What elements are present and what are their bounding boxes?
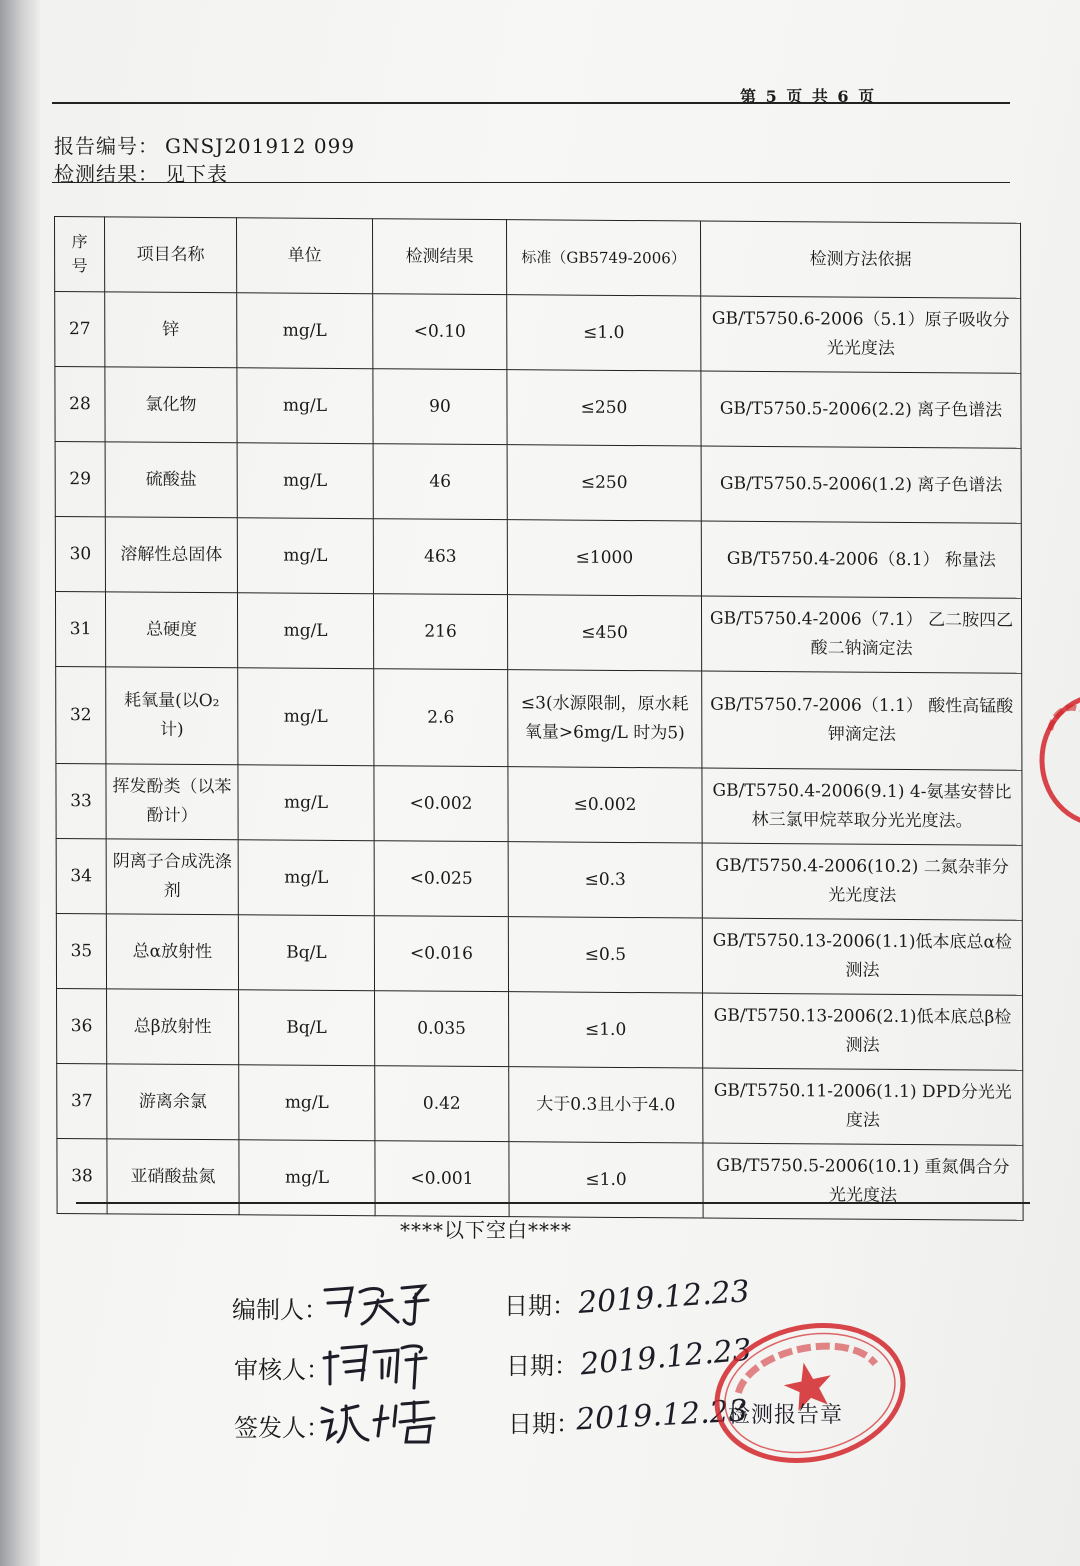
row-method: GB/T5750.13-2006(1.1)低本底总α检测法: [702, 918, 1022, 995]
row-method: GB/T5750.5-2006(2.2) 离子色谱法: [701, 371, 1021, 448]
issuer-signature: [318, 1396, 448, 1446]
row-standard: ≤1000: [507, 520, 701, 596]
row-result: <0.025: [374, 841, 508, 917]
row-item: 氯化物: [105, 367, 237, 443]
row-no: 37: [57, 1064, 107, 1139]
table-end-rule: [76, 1202, 1030, 1204]
results-table: [54, 216, 1024, 1221]
row-no: 36: [57, 989, 107, 1064]
table-row: [56, 764, 1022, 846]
row-no: 28: [55, 367, 105, 442]
page-number: 第 5 页 共 6 页: [740, 87, 877, 106]
row-no: 32: [56, 667, 106, 764]
table-row: [57, 989, 1023, 1071]
row-result: 2.6: [374, 669, 508, 767]
row-method: GB/T5750.4-2006(10.2) 二氮杂菲分光光度法: [702, 843, 1022, 920]
report-number-value: GNSJ201912 099: [165, 134, 356, 158]
row-unit: Bq/L: [238, 915, 374, 991]
row-no: 35: [56, 914, 106, 989]
meta-rule: [52, 182, 1010, 183]
row-method: GB/T5750.5-2006(1.2) 离子色谱法: [701, 446, 1021, 523]
table-row: [55, 442, 1021, 524]
row-no: 31: [55, 592, 105, 667]
table-row: [56, 667, 1022, 771]
row-unit: mg/L: [238, 765, 374, 841]
row-item: 硫酸盐: [105, 442, 237, 518]
blank-below-marker: ****以下空白****: [400, 1218, 572, 1242]
table-row: [55, 292, 1021, 374]
edge-seal-partial: [1030, 680, 1080, 840]
table-row: [57, 1139, 1023, 1221]
header-result: 检测结果: [373, 219, 507, 295]
row-unit: mg/L: [237, 518, 373, 594]
row-no: 30: [55, 517, 105, 592]
reviewer-label: 审核人：: [234, 1356, 330, 1384]
date-label-3: 日期：: [508, 1410, 580, 1438]
row-result: <0.002: [374, 766, 508, 842]
row-method: GB/T5750.7-2006（1.1） 酸性高锰酸钾滴定法: [702, 671, 1022, 770]
reviewer-date: 2019.12.23: [578, 1332, 753, 1383]
page-fold-shadow: [0, 0, 40, 1566]
row-method: GB/T5750.5-2006(10.1) 重氮偶合分光光度法: [703, 1143, 1023, 1220]
date-label-1: 日期：: [504, 1292, 576, 1320]
compiler-signature: [320, 1278, 430, 1328]
report-number-line: [54, 130, 355, 159]
table-row: [55, 592, 1021, 674]
issuer-date: 2019.12.23: [575, 1393, 749, 1438]
row-standard: ≤0.3: [508, 842, 702, 918]
compiler-date: 2019.12.23: [576, 1274, 751, 1321]
header-rule: [52, 102, 1010, 104]
row-item: 总β放射性: [107, 989, 239, 1065]
row-result: 216: [373, 594, 507, 670]
row-unit: mg/L: [237, 443, 373, 519]
row-unit: Bq/L: [239, 990, 375, 1066]
row-method: GB/T5750.4-2006（8.1） 称量法: [701, 521, 1021, 598]
row-no: 33: [56, 764, 106, 839]
inspection-seal: [710, 1318, 910, 1468]
seal-text: 检测报告章: [728, 1403, 844, 1428]
row-result: 90: [373, 369, 507, 445]
table-row: [56, 914, 1022, 996]
row-unit: mg/L: [239, 1065, 375, 1141]
table-header-row: [55, 217, 1021, 299]
row-no: 34: [56, 839, 106, 914]
row-standard: ≤450: [507, 595, 701, 671]
row-item: 游离余氯: [107, 1064, 239, 1140]
row-no: 38: [57, 1139, 107, 1214]
row-result: <0.016: [374, 916, 508, 992]
row-unit: mg/L: [237, 593, 373, 669]
row-item: 耗氧量(以O₂计): [106, 667, 238, 765]
table-row: [55, 367, 1021, 449]
row-standard: ≤1.0: [509, 992, 703, 1068]
row-method: GB/T5750.11-2006(1.1) DPD分光光度法: [703, 1068, 1023, 1145]
report-number-label: 报告编号：: [54, 134, 159, 158]
result-label: 检测结果：: [54, 162, 159, 186]
row-method: GB/T5750.4-2006(9.1) 4-氨基安替比林三氯甲烷萃取分光光度法。: [702, 768, 1022, 845]
table-row: [56, 839, 1022, 921]
row-unit: mg/L: [237, 368, 373, 444]
header-unit: 单位: [237, 218, 373, 294]
reviewer-signature: [322, 1338, 432, 1392]
row-standard: ≤250: [507, 445, 701, 521]
row-result: <0.001: [375, 1141, 509, 1217]
row-result: 463: [373, 519, 507, 595]
row-standard: 大于0.3且小于4.0: [509, 1067, 703, 1143]
row-standard: ≤3(水源限制，原水耗氧量>6mg/L 时为5): [508, 670, 702, 768]
row-no: 29: [55, 442, 105, 517]
row-unit: mg/L: [239, 1140, 375, 1216]
table-row: [55, 517, 1021, 599]
row-item: 阴离子合成洗涤剂: [106, 839, 238, 915]
header-method: 检测方法依据: [700, 221, 1020, 298]
row-result: 0.035: [375, 991, 509, 1067]
row-unit: mg/L: [237, 293, 373, 369]
header-no: 序号: [55, 217, 105, 292]
row-item: 挥发酚类（以苯酚计）: [106, 764, 238, 840]
row-standard: ≤1.0: [509, 1142, 703, 1218]
header-standard: 标准（GB5749-2006）: [506, 220, 700, 296]
header-item: 项目名称: [105, 217, 237, 293]
date-label-2: 日期：: [506, 1352, 578, 1380]
row-method: GB/T5750.4-2006（7.1） 乙二胺四乙酸二钠滴定法: [701, 596, 1021, 673]
row-unit: mg/L: [238, 840, 374, 916]
row-no: 27: [55, 292, 105, 367]
issuer-label: 签发人：: [234, 1414, 330, 1442]
row-standard: ≤0.5: [508, 917, 702, 993]
row-item: 锌: [105, 292, 237, 368]
row-item: 亚硝酸盐氮: [107, 1139, 239, 1215]
row-item: 溶解性总固体: [105, 517, 237, 593]
row-unit: mg/L: [238, 668, 374, 766]
row-item: 总硬度: [105, 592, 237, 668]
row-method: GB/T5750.13-2006(2.1)低本底总β检测法: [703, 993, 1023, 1070]
compiler-label: 编制人：: [232, 1296, 328, 1324]
row-standard: ≤1.0: [507, 295, 701, 371]
result-value: 见下表: [165, 162, 228, 186]
table-row: [57, 1064, 1023, 1146]
row-result: <0.10: [373, 294, 507, 370]
row-result: 46: [373, 444, 507, 520]
row-result: 0.42: [375, 1066, 509, 1142]
row-standard: ≤0.002: [508, 767, 702, 843]
row-item: 总α放射性: [106, 914, 238, 990]
row-standard: ≤250: [507, 370, 701, 446]
row-method: GB/T5750.6-2006（5.1）原子吸收分光光度法: [701, 296, 1021, 373]
